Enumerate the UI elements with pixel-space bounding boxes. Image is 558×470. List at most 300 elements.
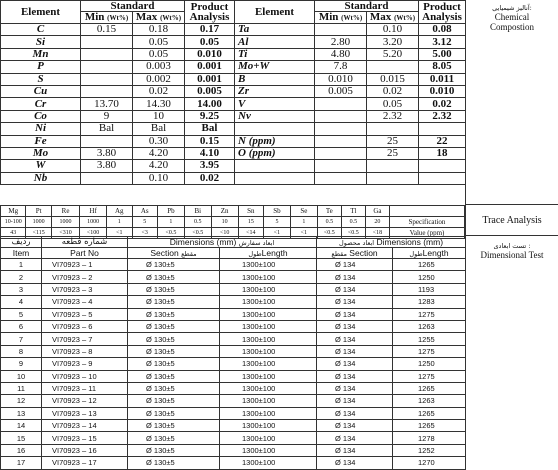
trace-element-cell: Bi: [184, 206, 211, 217]
part-no-cell: VI70923 – 14: [42, 420, 128, 432]
table-row: [1, 432, 466, 444]
trace-spec-cell: 1: [157, 217, 184, 228]
item-cell: 8: [1, 345, 42, 357]
trace-value-cell: <3: [132, 228, 157, 239]
max-cell: 4.20: [133, 147, 185, 159]
trace-value-label: Value (ppm): [389, 228, 464, 239]
chem-row: [1, 160, 466, 172]
max-cell: 0.30: [133, 135, 185, 147]
product-analysis-cell: 0.001: [185, 73, 235, 85]
element-cell: Zr: [235, 85, 315, 97]
trace-value-cell: <0.5: [184, 228, 211, 239]
element-cell: N (ppm): [235, 135, 315, 147]
section-header: مقطع Section: [317, 248, 393, 259]
product-analysis-cell: Bal: [185, 123, 235, 135]
product-analysis-cell: 4.10: [185, 147, 235, 159]
product-length-cell: 1265: [393, 259, 466, 271]
item-cell: 7: [1, 333, 42, 345]
part-no-cell: VI70923 – 15: [42, 432, 128, 444]
dimensional-label: Dimensional Test: [480, 250, 544, 260]
element-cell: Ni: [1, 123, 81, 135]
chemical-label-2: Compostion: [489, 22, 534, 32]
min-cell: 2.80: [315, 36, 367, 48]
product-analysis-cell: 3.12: [419, 36, 466, 48]
element-cell: O (ppm): [235, 147, 315, 159]
max-cell: [367, 61, 419, 73]
product-analysis-cell: 0.17: [185, 24, 235, 36]
trace-element-cell: Tl: [341, 206, 365, 217]
order-section-cell: Ø 130±5: [128, 420, 220, 432]
chem-row: [1, 73, 466, 85]
trace-body: [1, 206, 465, 239]
min-cell: 13.70: [81, 98, 133, 110]
product-length-cell: 1265: [393, 420, 466, 432]
item-cell: 6: [1, 320, 42, 332]
min-cell: [315, 123, 367, 135]
max-cell: 0.10: [133, 172, 185, 184]
chemical-composition-table: [0, 0, 466, 185]
product-length-cell: 1250: [393, 358, 466, 370]
max-cell: 0.02: [367, 85, 419, 97]
product-section-cell: Ø 134: [317, 259, 393, 271]
max-cell: 25: [367, 147, 419, 159]
product-analysis-cell: 9.25: [185, 110, 235, 122]
min-cell: 3.80: [81, 147, 133, 159]
product-analysis-cell: 0.15: [185, 135, 235, 147]
product-analysis-cell: 22: [419, 135, 466, 147]
item-cell: 12: [1, 395, 42, 407]
trace-element-cell: Zn: [211, 206, 238, 217]
chem-row: [1, 61, 466, 73]
chem-row: [1, 36, 466, 48]
product-analysis-cell: 8.05: [419, 61, 466, 73]
item-cell: 10: [1, 370, 42, 382]
order-length-cell: 1300±100: [220, 457, 317, 469]
item-cell: 9: [1, 358, 42, 370]
product-analysis-cell: 0.05: [185, 36, 235, 48]
order-section-cell: Ø 130±5: [128, 259, 220, 271]
element-cell: Ta: [235, 24, 315, 36]
order-section-cell: Ø 130±5: [128, 370, 220, 382]
order-length-cell: 1300±100: [220, 370, 317, 382]
item-cell: 1: [1, 259, 42, 271]
part-no-cell: VI70923 – 17: [42, 457, 128, 469]
min-cell: [81, 36, 133, 48]
trace-analysis-table: [0, 205, 465, 239]
max-cell: 0.05: [367, 98, 419, 110]
trace-element-cell: Mg: [1, 206, 26, 217]
max-cell: 0.18: [133, 24, 185, 36]
part-no-cell: VI70923 – 8: [42, 345, 128, 357]
min-cell: [81, 135, 133, 147]
chem-row: [1, 110, 466, 122]
table-row: [1, 308, 466, 320]
part-no-cell: VI70923 – 2: [42, 271, 128, 283]
product-length-cell: 1252: [393, 444, 466, 456]
element-cell: Nb: [1, 172, 81, 184]
table-row: [1, 395, 466, 407]
product-section-cell: Ø 134: [317, 395, 393, 407]
order-length-cell: 1300±100: [220, 308, 317, 320]
trace-element-cell: As: [132, 206, 157, 217]
trace-value-cell: <115: [26, 228, 51, 239]
trace-spec-cell: 5: [264, 217, 291, 228]
product-analysis-cell: 5.00: [419, 48, 466, 60]
order-section-cell: Ø 130±5: [128, 432, 220, 444]
table-row: [1, 407, 466, 419]
part-no-cell: VI70923 – 13: [42, 407, 128, 419]
element-cell: Co: [1, 110, 81, 122]
trace-element-cell: Re: [51, 206, 79, 217]
length-header: طولLength: [393, 248, 466, 259]
product-section-cell: Ø 134: [317, 333, 393, 345]
element-cell: P: [1, 61, 81, 73]
max-cell: 0.10: [367, 24, 419, 36]
element-cell: S: [1, 73, 81, 85]
min-cell: [315, 24, 367, 36]
parts-header-row-2: [1, 248, 466, 259]
table-row: [1, 382, 466, 394]
product-analysis-cell: 14.00: [185, 98, 235, 110]
product-analysis-cell: 0.02: [419, 98, 466, 110]
min-cell: [315, 172, 367, 184]
product-length-cell: 1270: [393, 457, 466, 469]
max-cell: [367, 123, 419, 135]
max-cell: [367, 160, 419, 172]
trace-spec-cell: 1: [107, 217, 132, 228]
item-cell: 14: [1, 420, 42, 432]
order-length-cell: 1300±100: [220, 320, 317, 332]
table-row: [1, 259, 466, 271]
product-analysis-cell: 0.001: [185, 61, 235, 73]
trace-blank-cell: [389, 206, 464, 217]
part-no-cell: VI70923 – 6: [42, 320, 128, 332]
order-section-cell: Ø 130±5: [128, 320, 220, 332]
max-cell: 0.05: [133, 48, 185, 60]
chem-row: [1, 147, 466, 159]
product-analysis-cell: 0.005: [185, 85, 235, 97]
chem-header-row-1: [1, 1, 466, 12]
min-cell: [81, 73, 133, 85]
part-fa-header: شماره قطعه: [42, 237, 128, 248]
table-row: [1, 296, 466, 308]
product-length-cell: 1275: [393, 345, 466, 357]
trace-value-cell: <10: [211, 228, 238, 239]
table-row: [1, 333, 466, 345]
chem-row: [1, 135, 466, 147]
max-cell: 0.002: [133, 73, 185, 85]
part-no-cell: VI70923 – 16: [42, 444, 128, 456]
product-section-cell: Ø 134: [317, 420, 393, 432]
chem-row: [1, 85, 466, 97]
product-length-cell: 1263: [393, 395, 466, 407]
item-header: Item: [1, 248, 42, 259]
order-section-cell: Ø 130±5: [128, 382, 220, 394]
element-cell: Al: [235, 36, 315, 48]
min-cell: [315, 160, 367, 172]
order-length-cell: 1300±100: [220, 345, 317, 357]
trace-value-cell: <0.5: [317, 228, 341, 239]
trace-spec-cell: 0.5: [184, 217, 211, 228]
part-no-cell: VI70923 – 11: [42, 382, 128, 394]
chemical-composition-label: [465, 0, 558, 205]
table-row: [1, 283, 466, 295]
min-cell: 4.80: [315, 48, 367, 60]
element-cell: Mo: [1, 147, 81, 159]
element-cell: [235, 160, 315, 172]
min-cell: [315, 98, 367, 110]
min-cell: [315, 135, 367, 147]
product-section-cell: Ø 134: [317, 320, 393, 332]
order-length-cell: 1300±100: [220, 259, 317, 271]
order-section-cell: Ø 130±5: [128, 308, 220, 320]
max-cell: 5.20: [367, 48, 419, 60]
trace-element-cell: Hf: [80, 206, 107, 217]
order-section-cell: Ø 130±5: [128, 407, 220, 419]
max-header: Max (Wt%): [367, 12, 419, 24]
element-cell: B: [235, 73, 315, 85]
element-cell: Mo+W: [235, 61, 315, 73]
standard-header: Standard: [315, 1, 419, 12]
element-cell: Mn: [1, 48, 81, 60]
trace-spec-cell: 10: [211, 217, 238, 228]
element-header: Element: [235, 1, 315, 24]
trace-row-elements: [1, 206, 465, 217]
trace-value-cell: <1: [290, 228, 317, 239]
min-cell: [315, 110, 367, 122]
chem-row: [1, 123, 466, 135]
item-cell: 5: [1, 308, 42, 320]
part-header: Part No: [42, 248, 128, 259]
element-cell: V: [235, 98, 315, 110]
product-analysis-cell: [419, 160, 466, 172]
trace-row-spec: [1, 217, 465, 228]
order-section-cell: Ø 130±5: [128, 271, 220, 283]
product-section-cell: Ø 134: [317, 271, 393, 283]
dimensional-test-label: [465, 236, 558, 466]
trace-value-cell: <310: [51, 228, 79, 239]
product-section-cell: Ø 134: [317, 444, 393, 456]
product-analysis-header: Product Analysis: [419, 1, 466, 24]
min-cell: 9: [81, 110, 133, 122]
item-cell: 16: [1, 444, 42, 456]
max-cell: 0.015: [367, 73, 419, 85]
product-length-cell: 1263: [393, 320, 466, 332]
trace-spec-cell: 10-100: [1, 217, 26, 228]
product-section-cell: Ø 134: [317, 382, 393, 394]
trace-value-cell: <14: [238, 228, 263, 239]
product-length-cell: 1265: [393, 407, 466, 419]
product-dimensions-header: ابعاد محصول Dimensions (mm): [317, 237, 466, 248]
min-cell: 0.005: [315, 85, 367, 97]
order-length-cell: 1300±100: [220, 420, 317, 432]
part-no-cell: VI70923 – 7: [42, 333, 128, 345]
product-analysis-cell: 0.08: [419, 24, 466, 36]
product-section-cell: Ø 134: [317, 358, 393, 370]
min-cell: 7.8: [315, 61, 367, 73]
dimensional-label-fa: تست ابعادی :: [493, 242, 531, 250]
section-header: Section مقطع: [128, 248, 220, 259]
product-length-cell: 1278: [393, 432, 466, 444]
trace-spec-cell: 1: [290, 217, 317, 228]
trace-spec-cell: 1000: [51, 217, 79, 228]
product-analysis-cell: 0.02: [185, 172, 235, 184]
order-length-cell: 1300±100: [220, 358, 317, 370]
trace-value-cell: <100: [80, 228, 107, 239]
parts-body: [1, 259, 466, 470]
product-analysis-cell: 0.010: [185, 48, 235, 60]
product-length-cell: 1275: [393, 370, 466, 382]
part-no-cell: VI70923 – 4: [42, 296, 128, 308]
max-cell: 25: [367, 135, 419, 147]
min-cell: [81, 61, 133, 73]
max-cell: 2.32: [367, 110, 419, 122]
product-analysis-cell: [419, 172, 466, 184]
element-cell: Nv: [235, 110, 315, 122]
element-cell: Cr: [1, 98, 81, 110]
product-analysis-cell: 0.011: [419, 73, 466, 85]
order-dimensions-header: Dimensions (mm) ابعاد سفارش: [128, 237, 317, 248]
chem-row: [1, 172, 466, 184]
part-no-cell: VI70923 – 9: [42, 358, 128, 370]
max-cell: 0.05: [133, 36, 185, 48]
chem-row: [1, 48, 466, 60]
min-cell: 0.15: [81, 24, 133, 36]
max-cell: 4.20: [133, 160, 185, 172]
trace-spec-cell: 5: [132, 217, 157, 228]
order-section-cell: Ø 130±5: [128, 345, 220, 357]
item-cell: 3: [1, 283, 42, 295]
chem-row: [1, 24, 466, 36]
min-cell: [315, 147, 367, 159]
item-fa-header: ردیف: [1, 237, 42, 248]
trace-analysis-label: Trace Analysis: [465, 205, 558, 236]
item-cell: 17: [1, 457, 42, 469]
max-cell: 0.02: [133, 85, 185, 97]
product-analysis-cell: 3.95: [185, 160, 235, 172]
trace-element-cell: Sn: [238, 206, 263, 217]
order-section-cell: Ø 130±5: [128, 395, 220, 407]
table-row: [1, 358, 466, 370]
trace-element-cell: Ag: [107, 206, 132, 217]
product-length-cell: 1265: [393, 382, 466, 394]
part-no-cell: VI70923 – 3: [42, 283, 128, 295]
trace-spec-cell: 0.5: [341, 217, 365, 228]
max-cell: 10: [133, 110, 185, 122]
order-length-cell: 1300±100: [220, 444, 317, 456]
trace-value-cell: <18: [365, 228, 389, 239]
chemical-label-fa: آنالیز شیمیایی:: [492, 4, 532, 12]
part-no-cell: VI70923 – 12: [42, 395, 128, 407]
product-analysis-cell: 0.010: [419, 85, 466, 97]
item-cell: 11: [1, 382, 42, 394]
table-row: [1, 345, 466, 357]
element-header: Element: [1, 1, 81, 24]
order-section-cell: Ø 130±5: [128, 457, 220, 469]
trace-spec-cell: 0.5: [317, 217, 341, 228]
min-cell: [81, 85, 133, 97]
order-section-cell: Ø 130±5: [128, 358, 220, 370]
trace-element-cell: Se: [290, 206, 317, 217]
min-cell: [81, 48, 133, 60]
order-length-cell: 1300±100: [220, 296, 317, 308]
product-length-cell: 1255: [393, 333, 466, 345]
trace-element-cell: Ga: [365, 206, 389, 217]
product-section-cell: Ø 134: [317, 370, 393, 382]
product-section-cell: Ø 134: [317, 296, 393, 308]
min-header: Min (Wt%): [81, 12, 133, 24]
element-cell: Cu: [1, 85, 81, 97]
min-cell: 0.010: [315, 73, 367, 85]
order-length-cell: 1300±100: [220, 333, 317, 345]
element-cell: W: [1, 160, 81, 172]
min-cell: Bal: [81, 123, 133, 135]
product-section-cell: Ø 134: [317, 308, 393, 320]
trace-element-cell: Sb: [264, 206, 291, 217]
element-cell: Ti: [235, 48, 315, 60]
dimensional-test-table: [0, 236, 466, 470]
trace-value-cell: <1: [264, 228, 291, 239]
table-row: [1, 420, 466, 432]
min-cell: 3.80: [81, 160, 133, 172]
product-analysis-cell: [419, 123, 466, 135]
order-length-cell: 1300±100: [220, 382, 317, 394]
product-length-cell: 1250: [393, 271, 466, 283]
length-header: طولLength: [220, 248, 317, 259]
trace-element-cell: Pb: [157, 206, 184, 217]
product-section-cell: Ø 134: [317, 407, 393, 419]
standard-header: Standard: [81, 1, 185, 12]
product-length-cell: 1193: [393, 283, 466, 295]
element-cell: [235, 123, 315, 135]
trace-spec-cell: 20: [365, 217, 389, 228]
table-row: [1, 370, 466, 382]
chem-body: [1, 24, 466, 185]
item-cell: 4: [1, 296, 42, 308]
trace-element-cell: Pt: [26, 206, 51, 217]
element-cell: [235, 172, 315, 184]
order-length-cell: 1300±100: [220, 283, 317, 295]
item-cell: 13: [1, 407, 42, 419]
product-section-cell: Ø 134: [317, 457, 393, 469]
order-length-cell: 1300±100: [220, 395, 317, 407]
trace-value-cell: <1: [107, 228, 132, 239]
table-row: [1, 457, 466, 469]
trace-spec-cell: 15: [238, 217, 263, 228]
item-cell: 15: [1, 432, 42, 444]
order-section-cell: Ø 130±5: [128, 444, 220, 456]
parts-header-row-1: [1, 237, 466, 248]
trace-spec-label: Specification: [389, 217, 464, 228]
trace-value-cell: <0.5: [157, 228, 184, 239]
product-length-cell: 1275: [393, 308, 466, 320]
trace-value-cell: 43: [1, 228, 26, 239]
product-analysis-header: Product Analysis: [185, 1, 235, 24]
order-section-cell: Ø 130±5: [128, 296, 220, 308]
min-cell: [81, 172, 133, 184]
product-analysis-cell: 18: [419, 147, 466, 159]
trace-spec-cell: 1000: [80, 217, 107, 228]
order-section-cell: Ø 130±5: [128, 333, 220, 345]
table-row: [1, 271, 466, 283]
min-header: Min (Wt%): [315, 12, 367, 24]
item-cell: 2: [1, 271, 42, 283]
element-cell: C: [1, 24, 81, 36]
max-cell: 3.20: [367, 36, 419, 48]
part-no-cell: VI70923 – 10: [42, 370, 128, 382]
max-cell: [367, 172, 419, 184]
max-header: Max (Wt%): [133, 12, 185, 24]
